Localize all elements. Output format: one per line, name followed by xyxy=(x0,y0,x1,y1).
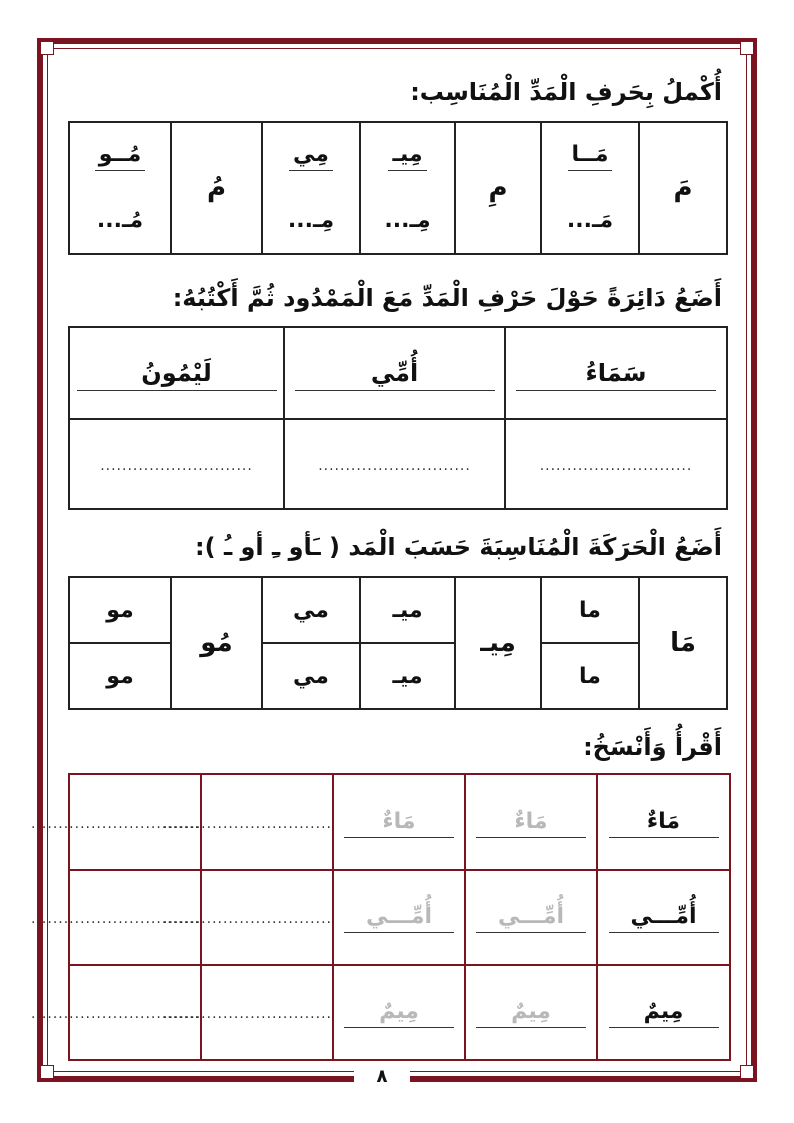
section4-trace-cell[interactable]: مِيمٌ xyxy=(465,965,597,1060)
section4-table xyxy=(31,773,731,1061)
section3-answer-cell[interactable]: ما xyxy=(541,643,639,709)
section4-copy-cell[interactable]: ............................... xyxy=(69,870,201,965)
section1-completed-cell: مِي xyxy=(262,122,360,188)
section1-table xyxy=(68,121,728,255)
section3-answer-cell[interactable]: مو xyxy=(69,577,171,643)
section4-copy-cell[interactable]: ............................... xyxy=(201,965,333,1060)
section4-copy-cell[interactable]: ............................... xyxy=(201,870,333,965)
frame-corner-top-left xyxy=(40,41,54,55)
frame-corner-top-right xyxy=(740,41,754,55)
section4-copy-cell[interactable]: ............................... xyxy=(201,774,333,870)
section2-word-cell: لَيْمُونُ xyxy=(69,327,284,419)
frame-corner-bottom-right xyxy=(740,1065,754,1079)
section4-word-cell: مَاءٌ xyxy=(597,774,730,870)
section4-trace-cell[interactable]: أُمِّـــي xyxy=(333,870,465,965)
section1-completed-cell: مُــو xyxy=(69,122,171,188)
section3-answer-cell[interactable]: مي xyxy=(262,643,360,709)
section2-write-cell[interactable]: ............................ xyxy=(284,419,505,509)
frame-corner-bottom-left xyxy=(40,1065,54,1079)
section2-write-cell[interactable]: ............................ xyxy=(69,419,284,509)
section3-answer-cell[interactable]: ما xyxy=(541,577,639,643)
section2-word-cell: سَمَاءُ xyxy=(505,327,727,419)
section4-trace-cell[interactable]: أُمِّـــي xyxy=(465,870,597,965)
section3-label-cell: مِيـ xyxy=(455,577,541,709)
section2-write-cell[interactable]: ............................ xyxy=(505,419,727,509)
section2-table xyxy=(68,326,728,510)
section4-trace-cell[interactable]: مِيمٌ xyxy=(333,965,465,1060)
section1-letter-cell: مِ xyxy=(455,122,541,254)
section1-blank-cell[interactable]: مِـ... xyxy=(360,188,455,254)
section3-heading: أَضَعُ الْحَرَكَةَ الْمُنَاسِبَةَ حَسَبَ الْمَد ( ـَأو ـِ أو ـُ ): xyxy=(195,533,722,561)
section1-completed-cell: مَــا xyxy=(541,122,639,188)
page-number: ٨ xyxy=(354,1064,410,1090)
section3-table xyxy=(68,576,728,710)
section2-heading: أَضَعُ دَائِرَةً حَوْلَ حَرْفِ الْمَدِّ مَعَ الْمَمْدُود ثُمَّ أَكْتُبُهُ: xyxy=(172,284,722,312)
section4-heading: أَقْرأُ وَأَنْسَخُ: xyxy=(583,733,722,761)
section1-completed-cell: مِيـ xyxy=(360,122,455,188)
section3-answer-cell[interactable]: مو xyxy=(69,643,171,709)
section3-label-cell: مُو xyxy=(171,577,262,709)
section2-word-cell: أُمِّي xyxy=(284,327,505,419)
section4-trace-cell[interactable]: مَاءٌ xyxy=(465,774,597,870)
section3-answer-cell[interactable]: مي xyxy=(262,577,360,643)
section4-copy-cell[interactable]: ............................... xyxy=(69,774,201,870)
section1-blank-cell[interactable]: مَـ... xyxy=(541,188,639,254)
section1-letter-cell: مَ xyxy=(639,122,727,254)
section4-trace-cell[interactable]: مَاءٌ xyxy=(333,774,465,870)
section1-blank-cell[interactable]: مِـ... xyxy=(262,188,360,254)
section3-label-cell: مَا xyxy=(639,577,727,709)
section1-letter-cell: مُ xyxy=(171,122,262,254)
section4-word-cell: مِيمٌ xyxy=(597,965,730,1060)
section1-blank-cell[interactable]: مُـ... xyxy=(69,188,171,254)
section3-answer-cell[interactable]: ميـ xyxy=(360,643,455,709)
section3-answer-cell[interactable]: ميـ xyxy=(360,577,455,643)
section4-copy-cell[interactable]: ............................... xyxy=(69,965,201,1060)
section1-heading: أُكْملُ بِحَرفِ الْمَدِّ الْمُنَاسِب: xyxy=(410,78,722,106)
section4-word-cell: أُمِّـــي xyxy=(597,870,730,965)
